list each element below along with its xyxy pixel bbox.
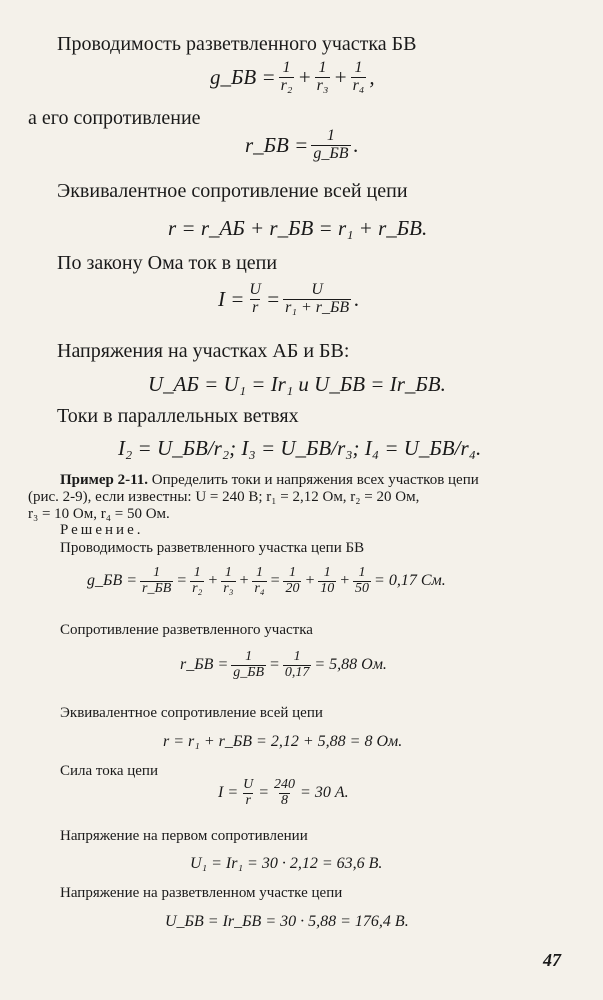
text-line: Проводимость разветвленного участка БВ [57, 33, 417, 55]
numerator: U [311, 281, 323, 298]
plus-sign: + [238, 572, 250, 590]
denominator: r₃ [223, 580, 234, 596]
plus-sign: + [207, 572, 219, 590]
fraction [140, 566, 173, 596]
text-line: Сила тока цепи [60, 763, 158, 779]
period: . [354, 286, 360, 311]
numerator: 240 [274, 777, 296, 792]
page-number: 47 [543, 950, 561, 970]
formula-voltages: U_АБ = U₁ = Ir₁ и U_БВ = Ir_БВ. [148, 372, 446, 396]
fraction [221, 566, 235, 596]
formula-conductance [210, 60, 375, 95]
denominator: 8 [281, 792, 289, 808]
result: = 30 А. [300, 784, 349, 802]
formula-calc-ubv: U_БВ = Ir_БВ = 30 · 5,88 = 176,4 В. [165, 913, 409, 930]
numerator: 1 [318, 59, 327, 76]
fraction [231, 650, 266, 680]
numerator: 1 [358, 565, 366, 580]
denominator: 0,17 [284, 664, 310, 680]
text-line: Напряжение на первом сопротивлении [60, 828, 308, 844]
equals-sign: = [269, 572, 281, 590]
formula-lhs: r_БВ = [245, 132, 309, 157]
numerator: U [249, 281, 261, 298]
equals-sign: = [176, 572, 188, 590]
formula-calc-current [218, 778, 349, 808]
formula-lhs: g_БВ = [87, 572, 138, 590]
text-line: Проводимость разветвленного участка цепи БВ [60, 540, 365, 556]
text-line: Эквивалентное сопротивление всей цепи [60, 705, 323, 721]
numerator: 1 [288, 565, 296, 580]
text-line: Токи в параллельных ветвях [57, 405, 299, 427]
result: = 5,88 Ом. [314, 656, 387, 674]
numerator: 1 [153, 565, 161, 580]
fraction [315, 60, 331, 95]
formula-lhs: r_БВ = [180, 656, 229, 674]
fraction [311, 128, 350, 163]
formula-equivalent: r = r_АБ + r_БВ = r₁ + r_БВ. [168, 216, 428, 240]
example-line: r₃ = 10 Ом, r₄ = 50 Ом. [28, 506, 170, 522]
plus-sign: + [297, 64, 312, 89]
equals-sign: = [269, 656, 280, 674]
plus-sign: + [333, 64, 348, 89]
formula-lhs: g_БВ = [210, 64, 276, 89]
equals-sign: = [265, 286, 281, 311]
formula-calc-equivalent: r = r₁ + r_БВ = 2,12 + 5,88 = 8 Ом. [163, 733, 403, 750]
fraction [252, 566, 266, 596]
denominator: g_БВ [233, 664, 265, 680]
formula-lhs: I = [218, 286, 245, 311]
plus-sign: + [304, 572, 316, 590]
text-line: По закону Ома ток в цепи [57, 252, 278, 274]
numerator: 1 [323, 565, 331, 580]
denominator: r₂ [280, 76, 293, 94]
fraction [283, 650, 312, 680]
denominator: 50 [355, 580, 370, 596]
formula-calc-conductance [87, 566, 446, 596]
text-line: Напряжения на участках АБ и БВ: [57, 340, 350, 362]
fraction [353, 566, 371, 596]
denominator: r [252, 298, 259, 316]
text-line: Эквивалентное сопротивление всей цепи [57, 180, 408, 202]
text-line: Напряжение на разветвленном участке цепи [60, 885, 343, 901]
period: . [353, 132, 359, 157]
fraction [241, 778, 255, 808]
comma: , [369, 64, 375, 89]
fraction [318, 566, 336, 596]
plus-sign: + [339, 572, 351, 590]
denominator: g_БВ [313, 144, 349, 162]
numerator: 1 [224, 565, 232, 580]
formula-calc-resistance [180, 650, 387, 680]
fraction [272, 778, 297, 808]
formula-calc-u1: U₁ = Ir₁ = 30 · 2,12 = 63,6 В. [190, 855, 383, 872]
formula-currents: I₂ = U_БВ/r₂; I₃ = U_БВ/r₃; I₄ = U_БВ/r₄. [118, 436, 482, 460]
solution-heading: Решение. [60, 522, 144, 538]
text-line: Сопротивление разветвленного участка [60, 622, 313, 638]
fraction [283, 566, 301, 596]
numerator: 1 [245, 649, 253, 664]
example-text: Определить токи и напряжения всех участков цепи [151, 472, 479, 488]
result: = 0,17 См. [374, 572, 446, 590]
equals-sign: = [258, 784, 270, 802]
denominator: r [245, 792, 251, 808]
fraction [351, 60, 367, 95]
numerator: 1 [282, 59, 291, 76]
denominator: r₂ [192, 580, 203, 596]
formula-resistance [245, 128, 359, 163]
numerator: 1 [354, 59, 363, 76]
denominator: r₄ [254, 580, 265, 596]
numerator: 1 [193, 565, 201, 580]
formula-ohm [218, 282, 359, 317]
fraction [283, 282, 351, 317]
numerator: 1 [326, 127, 335, 144]
fraction [190, 566, 204, 596]
example-line [60, 472, 479, 489]
example-line: (рис. 2-9), если известны: U = 240 В; r₁ = 2,12 Ом, r₂ = 20 Ом, [28, 489, 420, 505]
numerator: 1 [255, 565, 263, 580]
example-label: Пример 2-11. [60, 472, 149, 488]
denominator: 20 [285, 580, 300, 596]
fraction [279, 60, 295, 95]
text-line: а его сопротивление [28, 107, 201, 129]
formula-lhs: I = [218, 784, 239, 802]
denominator: r_БВ [142, 580, 172, 596]
denominator: 10 [320, 580, 335, 596]
fraction [247, 282, 263, 317]
denominator: r₃ [316, 76, 329, 94]
numerator: 1 [293, 649, 301, 664]
denominator: r₁ + r_БВ [285, 298, 350, 316]
denominator: r₄ [352, 76, 365, 94]
numerator: U [243, 777, 254, 792]
